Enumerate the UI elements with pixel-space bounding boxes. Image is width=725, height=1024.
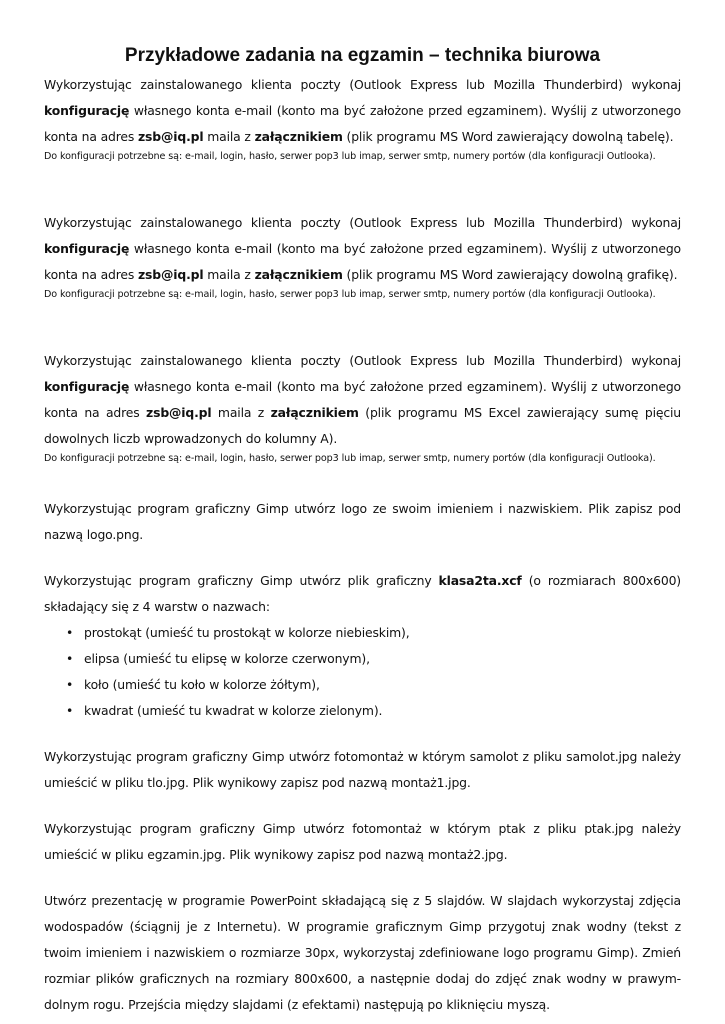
list-item: • prostokąt (umieść tu prostokąt w kolorze niebieskim), — [84, 620, 681, 646]
page-title: Przykładowe zadania na egzamin – technika biurowa — [124, 45, 601, 66]
list-item: • elipsa (umieść tu elipsę w kolorze czerwonym), — [84, 646, 681, 672]
task-text: Wykorzystując zainstalowanego klienta poczty (Outlook Express lub Mozilla Thunderbird) wykonaj konfigurację własnego konta e-mail (konto ma być założone przed egzaminem). Wyślij z utworzonego konta na adres zsb@iq.pl maila z załącznikiem (plik programu MS Word zawierający dowolną grafikę). — [44, 215, 681, 282]
gimp-logo-task: Wykorzystując program graficzny Gimp utwórz logo ze swoim imieniem i nazwiskiem. Plik zapisz pod nazwą logo.png. — [44, 501, 681, 542]
email-task-1 — [44, 72, 681, 164]
powerpoint-task: Utwórz prezentację w programie PowerPoint składającą się z 5 slajdów. W slajdach wykorzystaj zdjęcia wodospadów (ściągnij je z Internetu). W programie graficznym Gimp przygotuj znak wodny (tekst z twoim imieniem i nazwiskiem o rozmiarze 30px, wykorzystaj zdefiniowane logo programu Gimp). Zmień rozmiar plików graficznych na rozmiary 800x600, a następnie dodaj do zdjęć znak wodny w prawym-dolnym rogu. Przejścia między slajdami (z efektami) następują po kliknięciu myszą. — [44, 893, 681, 1012]
bullet-icon: • — [66, 625, 74, 640]
bullet-icon: • — [66, 703, 74, 718]
task-note: Do konfiguracji potrzebne są: e-mail, login, hasło, serwer pop3 lub imap, serwer smtp, numery portów (dla konfiguracji Outlooka). — [44, 289, 656, 300]
email-task-3 — [44, 348, 681, 466]
layers-list — [44, 620, 681, 724]
list-item: • kwadrat (umieść tu kwadrat w kolorze zielonym). — [84, 698, 681, 724]
bullet-icon: • — [66, 677, 74, 692]
gimp-layers-task — [44, 568, 681, 724]
task-note: Do konfiguracji potrzebne są: e-mail, login, hasło, serwer pop3 lub imap, serwer smtp, numery portów (dla konfiguracji Outlooka). — [44, 453, 656, 464]
email-task-2 — [44, 210, 681, 302]
gimp-montage-task-1: Wykorzystując program graficzny Gimp utwórz fotomontaż w którym samolot z pliku samolot.jpg należy umieścić w pliku tlo.jpg. Plik wynikowy zapisz pod nazwą montaż1.jpg. — [44, 749, 681, 790]
task-text: Wykorzystując program graficzny Gimp utwórz plik graficzny klasa2ta.xcf (o rozmiarach 800x600) składający się z 4 warstw o nazwach: — [44, 573, 681, 614]
list-item: • koło (umieść tu koło w kolorze żółtym), — [84, 672, 681, 698]
task-note: Do konfiguracji potrzebne są: e-mail, login, hasło, serwer pop3 lub imap, serwer smtp, numery portów (dla konfiguracji Outlooka). — [44, 151, 656, 162]
task-text: Wykorzystując zainstalowanego klienta poczty (Outlook Express lub Mozilla Thunderbird) wykonaj konfigurację własnego konta e-mail (konto ma być założone przed egzaminem). Wyślij z utworzonego konta na adres zsb@iq.pl maila z załącznikiem (plik programu MS Word zawierający dowolną tabelę). — [44, 77, 681, 144]
gimp-montage-task-2: Wykorzystując program graficzny Gimp utwórz fotomontaż w którym ptak z pliku ptak.jpg należy umieścić w pliku egzamin.jpg. Plik wynikowy zapisz pod nazwą montaż2.jpg. — [44, 821, 681, 862]
bullet-icon: • — [66, 651, 74, 666]
task-text: Wykorzystując zainstalowanego klienta poczty (Outlook Express lub Mozilla Thunderbird) wykonaj konfigurację własnego konta e-mail (konto ma być założone przed egzaminem). Wyślij z utworzonego konta na adres zsb@iq.pl maila z załącznikiem (plik programu MS Excel zawierający sumę pięciu dowolnych liczb wprowadzonych do kolumny A). — [44, 353, 681, 446]
